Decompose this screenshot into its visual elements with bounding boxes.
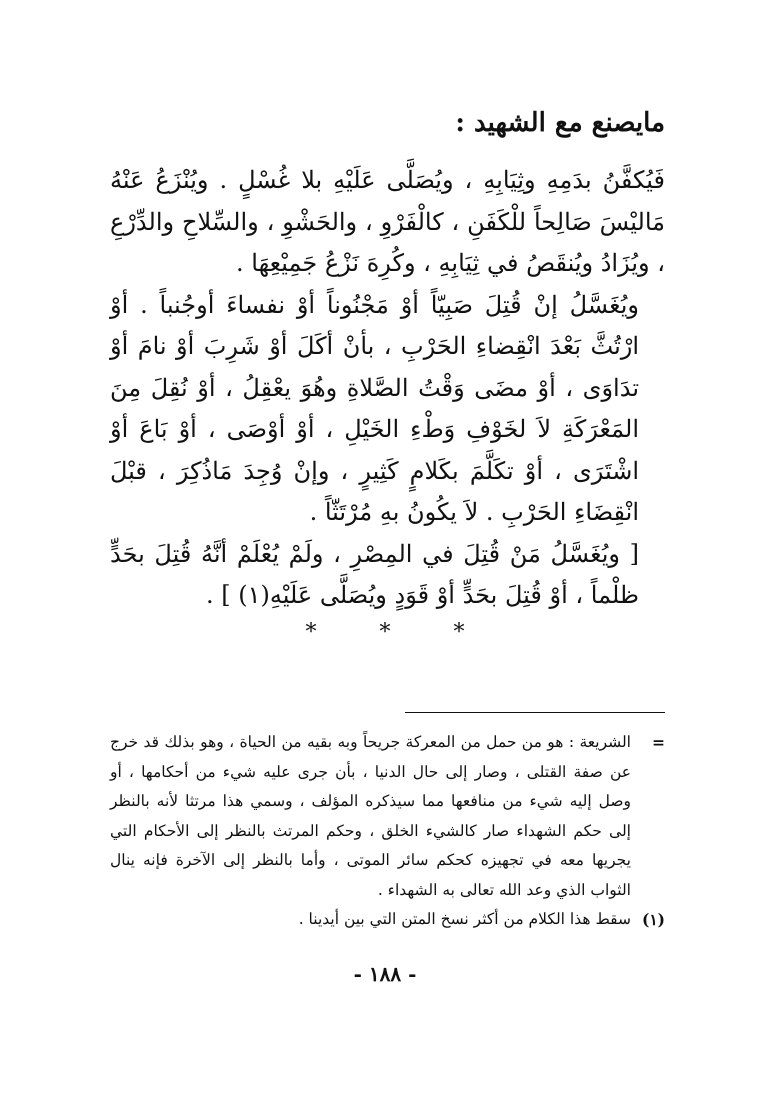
footnote-divider xyxy=(405,712,665,713)
footnote-text: الشريعة : هو من حمل من المعركة جريحاً وبه بقيه من الحياة ، وهو بذلك قد خرج عن صفة القتلى ، وصار إلى حال الدنيا ، بأن جرى عليه شيء من أحكامها ، أو وصل إليه شيء من منافعها مما سيذكره المؤلف ، وسمي هذا مرتثا لأنه بالنظر إلى حكم الشهداء صار كالشيء الخلق ، وحكم المرتث بالنظر إلى الأحكام التي يجريها معه في تجهيزه كحكم سائر الموتى ، وأما بالنظر إلى الآخرة فإنه ينال الثواب الذي وعد الله تعالى به الشهداء . xyxy=(110,733,631,899)
paragraph-1: فَيُكفَّنُ بدَمِهِ وثِيَابِهِ ، ويُصَلَّى عَلَيْهِ بلا غُسْلٍ . ويُنْزَعُ عَنْهُ مَاليْسَ صَالِحاً للْكَفَنِ ، كالْفَرْوِ ، والحَشْوِ ، والسِّلاحِ والدِّرْعِ ، ويُزَادُ ويُنقَصُ في ثِيَابِهِ ، وكُرِهَ نَزْعُ جَمِيْعِهَا . xyxy=(110,166,665,277)
separator-star: * xyxy=(379,620,391,645)
footnote-marker: (١) xyxy=(641,910,665,929)
footnotes xyxy=(110,728,665,935)
footnote-text: سقط هذا الكلام من أكثر نسخ المتن التي بين أيدينا . xyxy=(298,910,631,928)
separator-star: * xyxy=(453,620,465,645)
paragraph-2: ويُغَسَّلُ إنْ قُتِلَ صَبِيّاً أوْ مَجْنُوناً أوْ نفساءَ أوجُنباً . أوْ ارْتُثَّ بَعْدَ انْقِضاءِ الحَرْبِ ، بأنْ أكَلَ أوْ شَرِبَ أوْ نامَ أوْ تدَاوَى ، أوْ مضَى وَقْتُ الصَّلاةِ وهُوَ يعْقِلُ ، أوْ نُقِلَ مِنَ المَعْرَكَةِ لاَ لخَوْفِ وَطْءِ الخَيْلِ ، أوْ أوْصَى ، أوْ بَاعَ أوْ اشْتَرَى ، أوْ تكَلَّمَ بكَلامٍ كَثِيرٍ ، وإنْ وُجِدَ مَاذُكِرَ ، قبْلَ انْقِضَاءِ الحَرْبِ . لاَ يكُونُ بهِ مُرْتَثّاً . xyxy=(110,290,639,526)
section-heading: مايصنع مع الشهيد : xyxy=(455,108,665,138)
footnote-continued xyxy=(110,728,665,905)
footnote-marker: = xyxy=(652,733,665,752)
footnote-1 xyxy=(110,905,665,935)
section-separator xyxy=(0,620,770,645)
page-number: - ١٨٨ - xyxy=(353,962,417,986)
separator-star: * xyxy=(305,620,317,645)
paragraph-3: [ ويُغَسَّلُ مَنْ قُتِلَ في المِصْرِ ، ولَمْ يُعْلَمْ أنَّهُ قُتِلَ بحَدٍّ ظلْماً ، أوْ قُتِلَ بحَدٍّ أوْ قَوَدٍ ويُصَلَّى عَلَيْهِ(١) ] . xyxy=(110,539,639,609)
main-text xyxy=(110,160,665,617)
